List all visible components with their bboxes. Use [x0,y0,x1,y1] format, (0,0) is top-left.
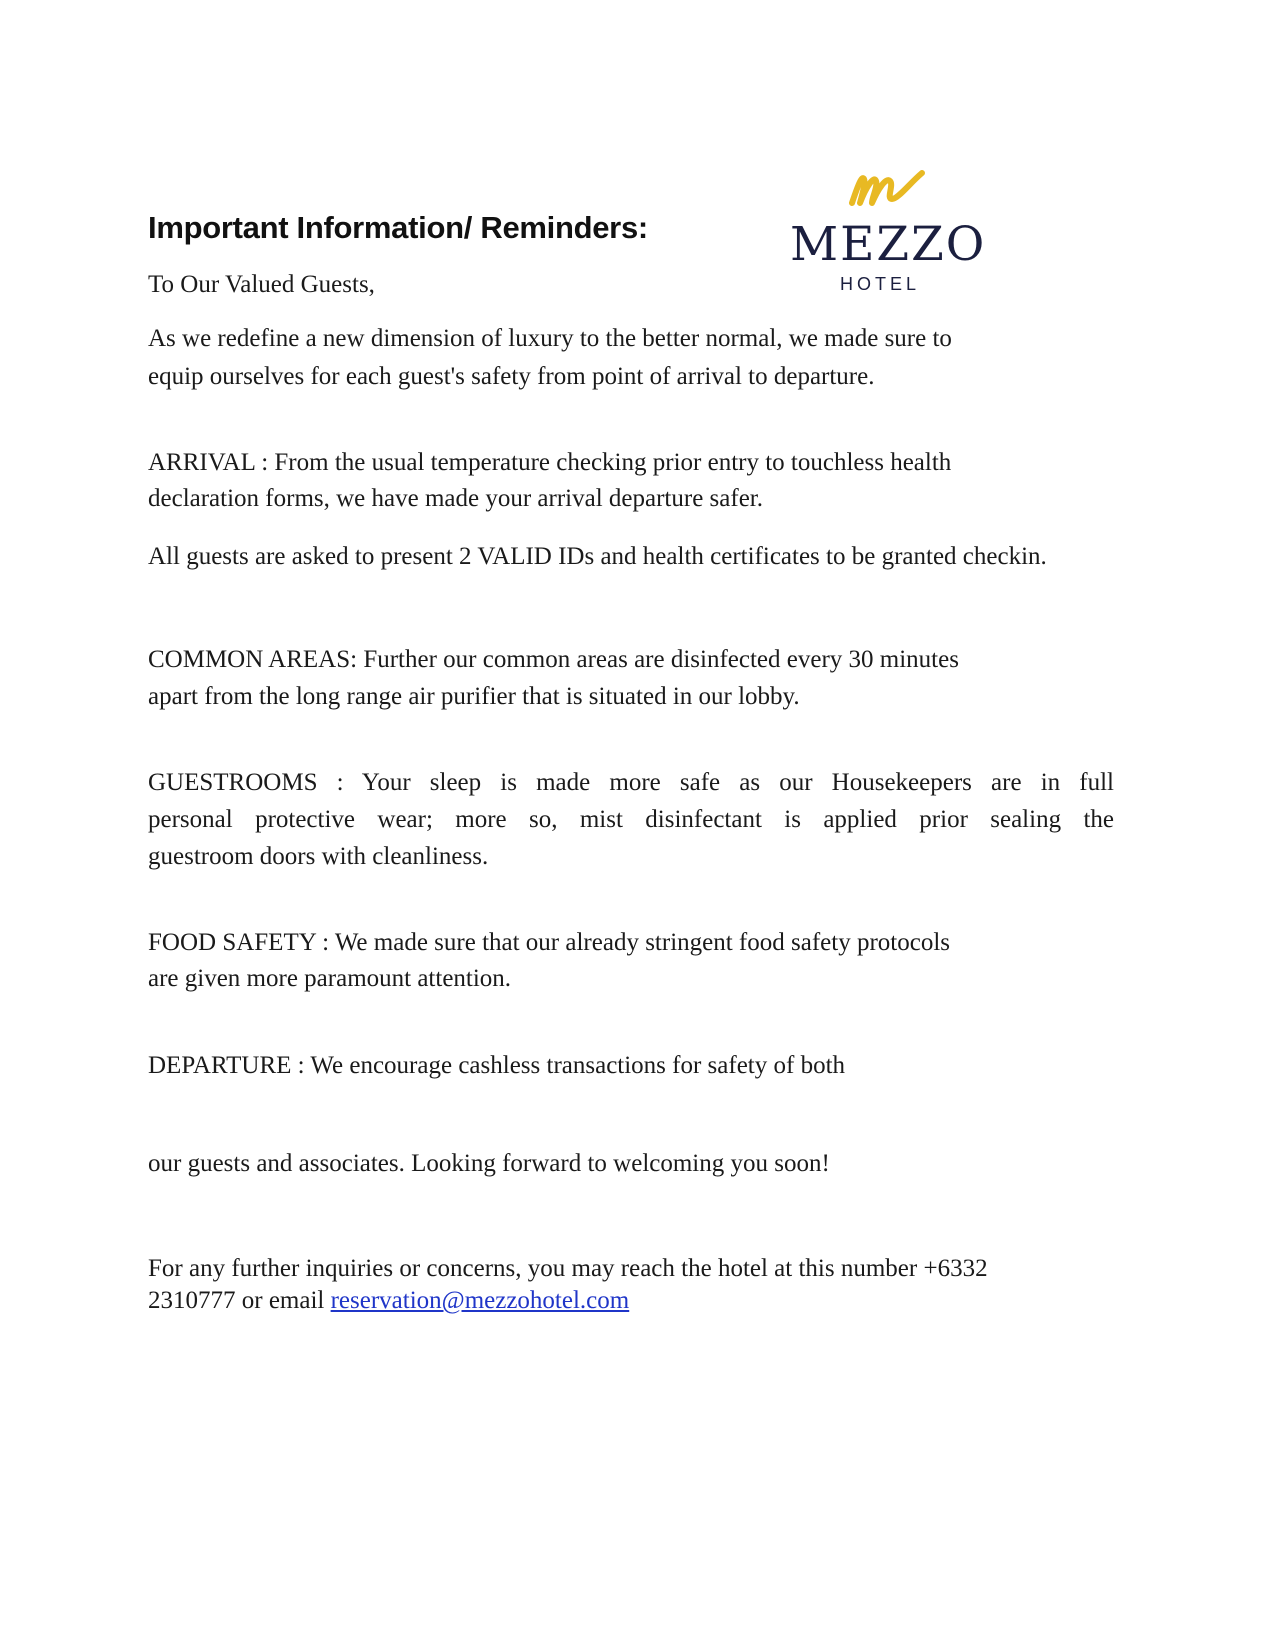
guestrooms-line-3: guestroom doors with cleanliness. [148,843,489,870]
ids-note: All guests are asked to present 2 VALID IDs and health certificates to be granted checkin. [148,543,1047,570]
salutation: To Our Valued Guests, [148,271,375,298]
food-safety-line-1: FOOD SAFETY : We made sure that our already stringent food safety protocols [148,929,950,956]
intro-line-2: equip ourselves for each guest's safety from point of arrival to departure. [148,363,875,390]
closing-text: our guests and associates. Looking forward to welcoming you soon! [148,1150,830,1177]
arrival-line-2: declaration forms, we have made your arrival departure safer. [148,485,763,512]
contact-line-1: For any further inquiries or concerns, you may reach the hotel at this number +6332 [148,1255,988,1282]
logo-m-mark-icon [848,165,928,213]
contact-prefix: 2310777 or email [148,1287,331,1314]
departure-text: DEPARTURE : We encourage cashless transactions for safety of both [148,1052,846,1079]
intro-line-1: As we redefine a new dimension of luxury to the better normal, we made sure to [148,325,952,352]
arrival-line-1: ARRIVAL : From the usual temperature checking prior entry to touchless health [148,449,952,476]
guestrooms-line-1: GUESTROOMS : Your sleep is made more safe as our Housekeepers are in full [148,769,1114,796]
logo-name: MEZZO [790,217,987,272]
page-title: Important Information/ Reminders: [148,210,648,245]
email-link[interactable]: reservation@mezzohotel.com [330,1287,630,1314]
food-safety-line-2: are given more paramount attention. [148,965,512,992]
common-areas-line-2: apart from the long range air purifier that is situated in our lobby. [148,683,800,710]
contact-line-2 [148,1282,629,1320]
guestrooms-line-2: personal protective wear; more so, mist disinfectant is applied prior sealing the [148,806,1114,833]
common-areas-line-1: COMMON AREAS: Further our common areas are disinfected every 30 minutes [148,646,959,673]
logo-subtitle: HOTEL [839,274,920,294]
mezzo-hotel-logo [790,165,987,300]
